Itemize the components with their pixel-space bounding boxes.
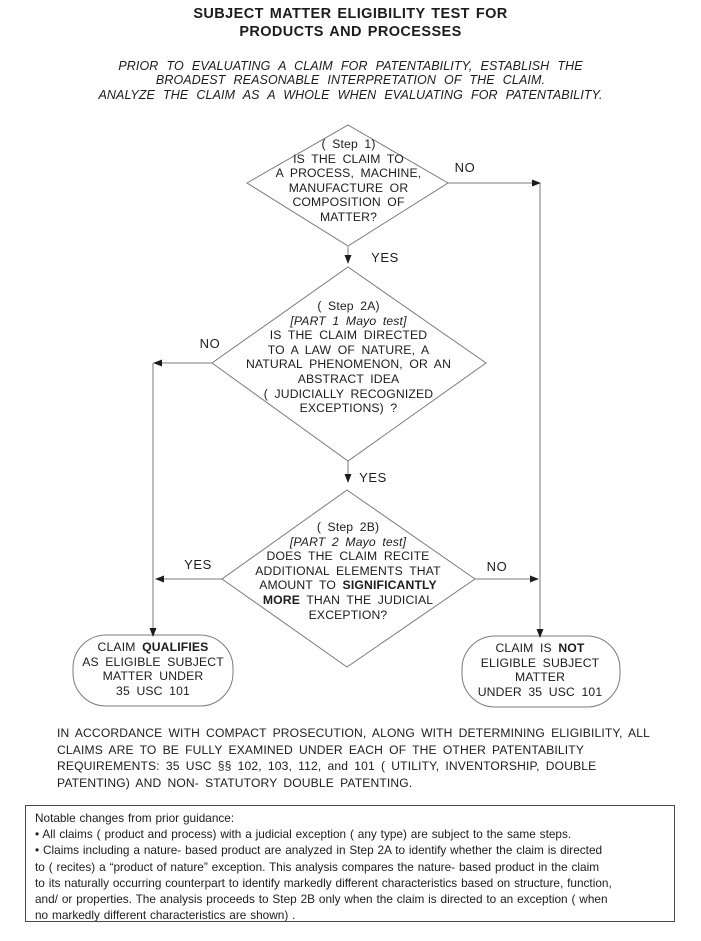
compact-note-line: REQUIREMENTS: 35 USC §§ 102, 103, 112, and 101 ( UTILITY, INVENTORSHIP, DOUBLE	[57, 759, 597, 774]
notes-heading: Notable changes from prior guidance:	[35, 811, 235, 825]
step2b-diamond-text	[223, 520, 473, 622]
step1-diamond-text	[238, 137, 459, 225]
intro-instructions	[0, 59, 701, 102]
eligible-emphasis: QUALIFIES	[142, 640, 209, 654]
step2a-line: NATURAL PHENOMENON, OR AN	[245, 357, 452, 372]
eligible-line	[78, 640, 228, 655]
notes-bullet-2-line: no markedly different characteristics are shown) .	[35, 908, 296, 922]
arrowhead-down-into-not-eligible	[537, 629, 544, 638]
step2b-line-segment: AMOUNT TO	[259, 578, 343, 593]
arrowhead-down-into-eligible	[150, 628, 157, 637]
step2b-line	[223, 578, 473, 593]
not-eligible-emphasis: NOT	[558, 641, 585, 655]
notes-bullet-1: • All claims ( product and process) with a judicial exception ( any type) are subject to the same steps.	[35, 827, 572, 842]
step1-label: ( Step 1)	[321, 137, 376, 151]
not-eligible-line: UNDER 35 USC 101	[477, 684, 603, 699]
step1-line: COMPOSITION OF	[292, 195, 405, 210]
notes-bullet-2-line: to its naturally occurring counterpart to identify markedly different characteristics based on structure, function,	[35, 875, 612, 890]
step1-line: MANUFACTURE OR	[288, 180, 409, 195]
step2b-no-label: NO	[486, 559, 508, 574]
intro-line-1: PRIOR TO EVALUATING A CLAIM FOR PATENTABILITY, ESTABLISH THE	[118, 59, 583, 73]
step2a-line: EXCEPTIONS) ?	[299, 401, 398, 416]
intro-line-3: ANALYZE THE CLAIM AS A WHOLE WHEN EVALUATING FOR PATENTABILITY.	[98, 87, 603, 102]
arrowhead-left-step2a-no	[153, 360, 162, 367]
title-line-1: SUBJECT MATTER ELIGIBILITY TEST FOR	[193, 6, 508, 22]
step2a-no-label: NO	[199, 336, 221, 351]
step2b-emphasis: MORE	[262, 592, 300, 607]
notes-bullet-2-line: to ( recites) a “product of nature” exception. This analysis compares the nature- based product in the claim	[35, 859, 600, 874]
step2b-line	[223, 593, 473, 608]
notes-bullet-2-line: and/ or properties. The analysis proceeds to Step 2B only when the claim is directed to an exception ( when	[35, 892, 608, 907]
step2a-line: ABSTRACT IDEA	[297, 371, 400, 386]
intro-line-2: BROADEST REASONABLE INTERPRETATION OF THE CLAIM.	[155, 73, 546, 88]
eligible-terminal-text	[78, 640, 228, 698]
step2b-subtitle: [PART 2 Mayo test]	[289, 534, 407, 549]
step1-line: MATTER?	[319, 209, 378, 224]
compact-note-line: IN ACCORDANCE WITH COMPACT PROSECUTION, ALONG WITH DETERMINING ELIGIBILITY, ALL	[57, 726, 650, 740]
step2b-line: DOES THE CLAIM RECITE	[266, 549, 430, 564]
arrowhead-down-step1-yes	[345, 255, 352, 264]
not-eligible-line: ELIGIBLE SUBJECT	[480, 655, 600, 670]
compact-prosecution-note	[57, 725, 657, 791]
not-eligible-line-segment: CLAIM IS	[495, 641, 559, 655]
step2a-label: ( Step 2A)	[317, 299, 380, 313]
step1-yes-label: YES	[371, 250, 399, 265]
step2b-label: ( Step 2B)	[316, 520, 380, 534]
eligible-line: MATTER UNDER	[102, 669, 204, 684]
step1-line: A PROCESS, MACHINE,	[275, 166, 422, 181]
compact-note-line: CLAIMS ARE TO BE FULLY EXAMINED UNDER EACH OF THE OTHER PATENTABILITY	[57, 742, 585, 757]
compact-note-line: PATENTING) AND NON- STATUTORY DOUBLE PATENTING.	[57, 775, 413, 790]
step2b-line: ADDITIONAL ELEMENTS THAT	[255, 563, 441, 578]
step2b-line-segment: THAN THE JUDICIAL	[300, 592, 434, 607]
step2a-line: TO A LAW OF NATURE, A	[267, 342, 430, 357]
not-eligible-line	[466, 641, 614, 656]
step2a-line: ( JUDICIALLY RECOGNIZED	[263, 386, 434, 401]
arrowhead-right-step2b-no	[530, 576, 539, 583]
step2a-line: IS THE CLAIM DIRECTED	[269, 328, 428, 343]
step1-line: IS THE CLAIM TO	[293, 151, 404, 166]
arrowhead-left-step2b-yes	[155, 576, 164, 583]
eligible-line-segment: CLAIM	[97, 640, 143, 654]
eligible-line: AS ELIGIBLE SUBJECT	[82, 654, 224, 669]
title-line-2: PRODUCTS AND PROCESSES	[239, 23, 462, 40]
step2a-yes-label: YES	[359, 470, 387, 485]
not-eligible-line: MATTER	[514, 670, 566, 685]
step2b-emphasis: SIGNIFICANTLY	[342, 578, 437, 593]
arrowhead-right-step1-no	[532, 180, 541, 187]
page-title	[0, 6, 701, 41]
notes-bullet-2-line: • Claims including a nature- based product are analyzed in Step 2A to identify whether the claim is directed	[35, 843, 603, 858]
step2b-line: EXCEPTION?	[308, 607, 388, 622]
step2a-subtitle: [PART 1 Mayo test]	[290, 313, 407, 328]
step2a-diamond-text	[213, 299, 484, 416]
eligible-line: 35 USC 101	[116, 683, 190, 698]
not-eligible-terminal-text	[466, 641, 614, 699]
step1-no-label: NO	[454, 160, 476, 175]
notable-changes-box	[25, 805, 675, 922]
step2b-yes-label: YES	[184, 557, 212, 572]
